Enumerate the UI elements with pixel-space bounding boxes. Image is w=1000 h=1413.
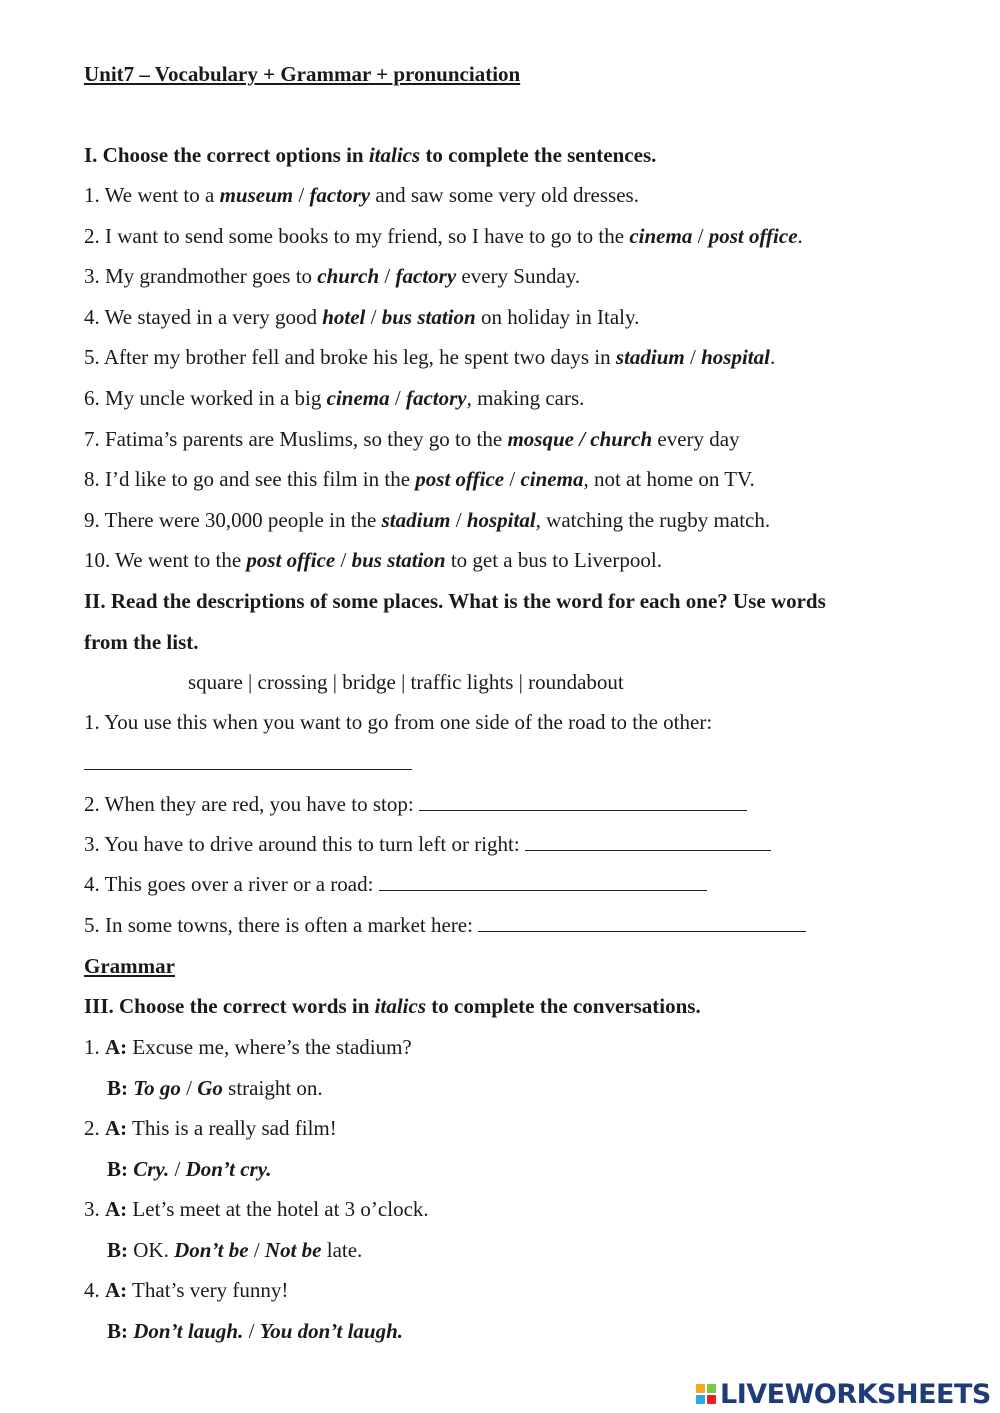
- conversation-number: 1.: [84, 1035, 105, 1059]
- option-b[interactable]: factory: [395, 264, 457, 289]
- speaker-b-label: B:: [107, 1156, 128, 1181]
- section2-item-5: 5. In some towns, there is often a market here:: [84, 910, 806, 940]
- option-a[interactable]: stadium: [615, 345, 685, 370]
- speaker-a-text: Let’s meet at the hotel at 3 o’clock.: [127, 1197, 429, 1221]
- section1-item-6: [84, 383, 584, 413]
- option-separator: /: [293, 183, 310, 207]
- sentence-text: 3. My grandmother goes to: [84, 264, 318, 289]
- option-separator: /: [684, 345, 702, 370]
- option-a[interactable]: mosque / church: [507, 426, 653, 451]
- conversation-number: 2.: [84, 1116, 105, 1140]
- speaker-a-text: This is a really sad film!: [127, 1116, 337, 1140]
- conversation-2-line-a: [84, 1113, 337, 1143]
- option-b[interactable]: hospital: [701, 345, 770, 370]
- answer-blank-1-line: [84, 748, 412, 778]
- speaker-b-label: B:: [107, 1237, 128, 1262]
- answer-blank-3[interactable]: [525, 830, 771, 851]
- speaker-b-text-end: straight on.: [222, 1075, 323, 1100]
- option-a[interactable]: post office: [415, 467, 505, 492]
- option-separator: /: [379, 264, 396, 289]
- option-separator: /: [450, 507, 467, 532]
- choice-option-2[interactable]: Don’t cry.: [185, 1156, 272, 1181]
- section1-item-7: [84, 424, 740, 454]
- conversation-3-line-a: [84, 1194, 429, 1224]
- section1-heading: I. Choose the correct options in italics to complete the sentences.: [84, 143, 657, 167]
- section1-item-8: [84, 464, 755, 494]
- section1-item-2: [84, 221, 803, 251]
- speaker-b-text: OK.: [128, 1237, 175, 1262]
- sentence-text-end: every day: [652, 426, 740, 451]
- option-b[interactable]: post office: [708, 223, 798, 248]
- option-a[interactable]: cinema: [629, 223, 693, 248]
- sentence-text: 10. We went to the: [84, 548, 247, 573]
- option-a[interactable]: museum: [219, 183, 294, 207]
- answer-blank-2[interactable]: [419, 790, 747, 811]
- choice-separator: /: [243, 1318, 260, 1343]
- speaker-a-text: Excuse me, where’s the stadium?: [127, 1035, 412, 1059]
- conversation-1-line-a: [84, 1032, 412, 1062]
- section1-item-5: [84, 342, 775, 372]
- choice-option-2[interactable]: You don’t laugh.: [259, 1318, 404, 1343]
- option-b[interactable]: hospital: [466, 507, 536, 532]
- section1-item-3: [84, 261, 580, 291]
- worksheet-title: Unit7 – Vocabulary + Grammar + pronunciation: [84, 62, 521, 86]
- logo-text: LIVEWORKSHEETS: [720, 1378, 991, 1410]
- choice-separator: /: [180, 1075, 198, 1100]
- sentence-text-end: to get a bus to Liverpool.: [445, 548, 662, 573]
- option-a[interactable]: stadium: [381, 507, 451, 532]
- sentence-text: 8. I’d like to go and see this film in the: [84, 467, 416, 492]
- sentence-text-end: .: [797, 223, 803, 248]
- option-a[interactable]: cinema: [326, 386, 390, 410]
- option-a[interactable]: post office: [246, 548, 336, 573]
- option-a[interactable]: hotel: [322, 304, 366, 329]
- option-a[interactable]: church: [317, 264, 380, 289]
- grammar-heading: Grammar: [84, 954, 175, 978]
- sentence-text: 4. We stayed in a very good: [84, 304, 323, 329]
- answer-blank-1[interactable]: [84, 749, 412, 770]
- section2-item-1: 1. You use this when you want to go from one side of the road to the other:: [84, 710, 713, 734]
- option-separator: /: [389, 386, 406, 410]
- choice-option-1[interactable]: To go: [133, 1075, 181, 1100]
- option-b[interactable]: bus station: [351, 548, 446, 573]
- conversation-4-line-b: [107, 1316, 403, 1346]
- sentence-text-end: on holiday in Italy.: [475, 304, 640, 329]
- choice-option-2[interactable]: Go: [197, 1075, 223, 1100]
- section1-item-10: [84, 545, 662, 575]
- conversation-3-line-b: [107, 1235, 362, 1265]
- speaker-a-label: A:: [105, 1278, 128, 1302]
- answer-blank-5[interactable]: [478, 911, 806, 932]
- speaker-b-label: B:: [107, 1318, 128, 1343]
- option-separator: /: [504, 467, 521, 492]
- logo-mark-icon: [696, 1384, 716, 1404]
- section2-heading-line2: from the list.: [84, 630, 199, 654]
- sentence-text-end: every Sunday.: [456, 264, 581, 289]
- option-separator: /: [365, 304, 382, 329]
- option-b[interactable]: bus station: [381, 304, 476, 329]
- speaker-a-label: A:: [105, 1035, 128, 1059]
- answer-blank-4[interactable]: [379, 870, 707, 891]
- option-separator: /: [335, 548, 352, 573]
- choice-separator: /: [248, 1237, 265, 1262]
- sentence-text: 5. After my brother fell and broke his leg, he spent two days in: [84, 345, 616, 370]
- sentence-text: 1. We went to a: [84, 183, 220, 207]
- option-separator: /: [692, 223, 709, 248]
- logo-square-4: [707, 1395, 716, 1404]
- conversation-1-line-b: [107, 1073, 323, 1103]
- section1-item-4: [84, 302, 639, 332]
- section2-item-4: 4. This goes over a river or a road:: [84, 869, 707, 899]
- option-b[interactable]: factory: [309, 183, 371, 207]
- choice-separator: /: [169, 1156, 186, 1181]
- speaker-a-label: A:: [105, 1197, 128, 1221]
- sentence-text: 7. Fatima’s parents are Muslims, so they go to the: [84, 426, 508, 451]
- section2-heading-line1: II. Read the descriptions of some places. What is the word for each one? Use words: [84, 589, 826, 613]
- word-list: square | crossing | bridge | traffic lights | roundabout: [188, 670, 624, 694]
- conversation-number: 4.: [84, 1278, 105, 1302]
- sentence-text: 2. I want to send some books to my friend, so I have to go to the: [84, 223, 630, 248]
- section1-item-1: [84, 180, 639, 210]
- section2-item-3: 3. You have to drive around this to turn left or right:: [84, 829, 771, 859]
- option-b[interactable]: factory: [405, 386, 467, 410]
- liveworksheets-logo: [696, 1376, 991, 1412]
- choice-option-1[interactable]: Don’t be: [174, 1237, 249, 1262]
- sentence-text-end: , making cars.: [466, 386, 585, 410]
- logo-square-1: [696, 1384, 705, 1393]
- choice-option-2[interactable]: Not be: [264, 1237, 322, 1262]
- section2-item-2: 2. When they are red, you have to stop:: [84, 789, 747, 819]
- sentence-text-end: .: [769, 345, 776, 370]
- speaker-b-text-end: late.: [321, 1237, 363, 1262]
- sentence-text-end: , not at home on TV.: [583, 467, 755, 492]
- conversation-4-line-a: [84, 1275, 288, 1305]
- sentence-text-end: and saw some very old dresses.: [370, 183, 639, 207]
- section3-heading: III. Choose the correct words in italics to complete the conversations.: [84, 994, 701, 1018]
- choice-option-1[interactable]: Cry.: [133, 1156, 170, 1181]
- conversation-2-line-b: [107, 1154, 272, 1184]
- speaker-a-label: A:: [105, 1116, 128, 1140]
- section1-item-9: [84, 505, 770, 535]
- logo-square-3: [696, 1395, 705, 1404]
- logo-square-2: [707, 1384, 716, 1393]
- sentence-text: 9. There were 30,000 people in the: [84, 507, 382, 532]
- speaker-b-label: B:: [107, 1075, 128, 1100]
- conversation-number: 3.: [84, 1197, 105, 1221]
- sentence-text-end: , watching the rugby match.: [535, 507, 771, 532]
- sentence-text: 6. My uncle worked in a big: [84, 386, 327, 410]
- speaker-a-text: That’s very funny!: [127, 1278, 289, 1302]
- option-b[interactable]: cinema: [520, 467, 584, 492]
- choice-option-1[interactable]: Don’t laugh.: [133, 1318, 244, 1343]
